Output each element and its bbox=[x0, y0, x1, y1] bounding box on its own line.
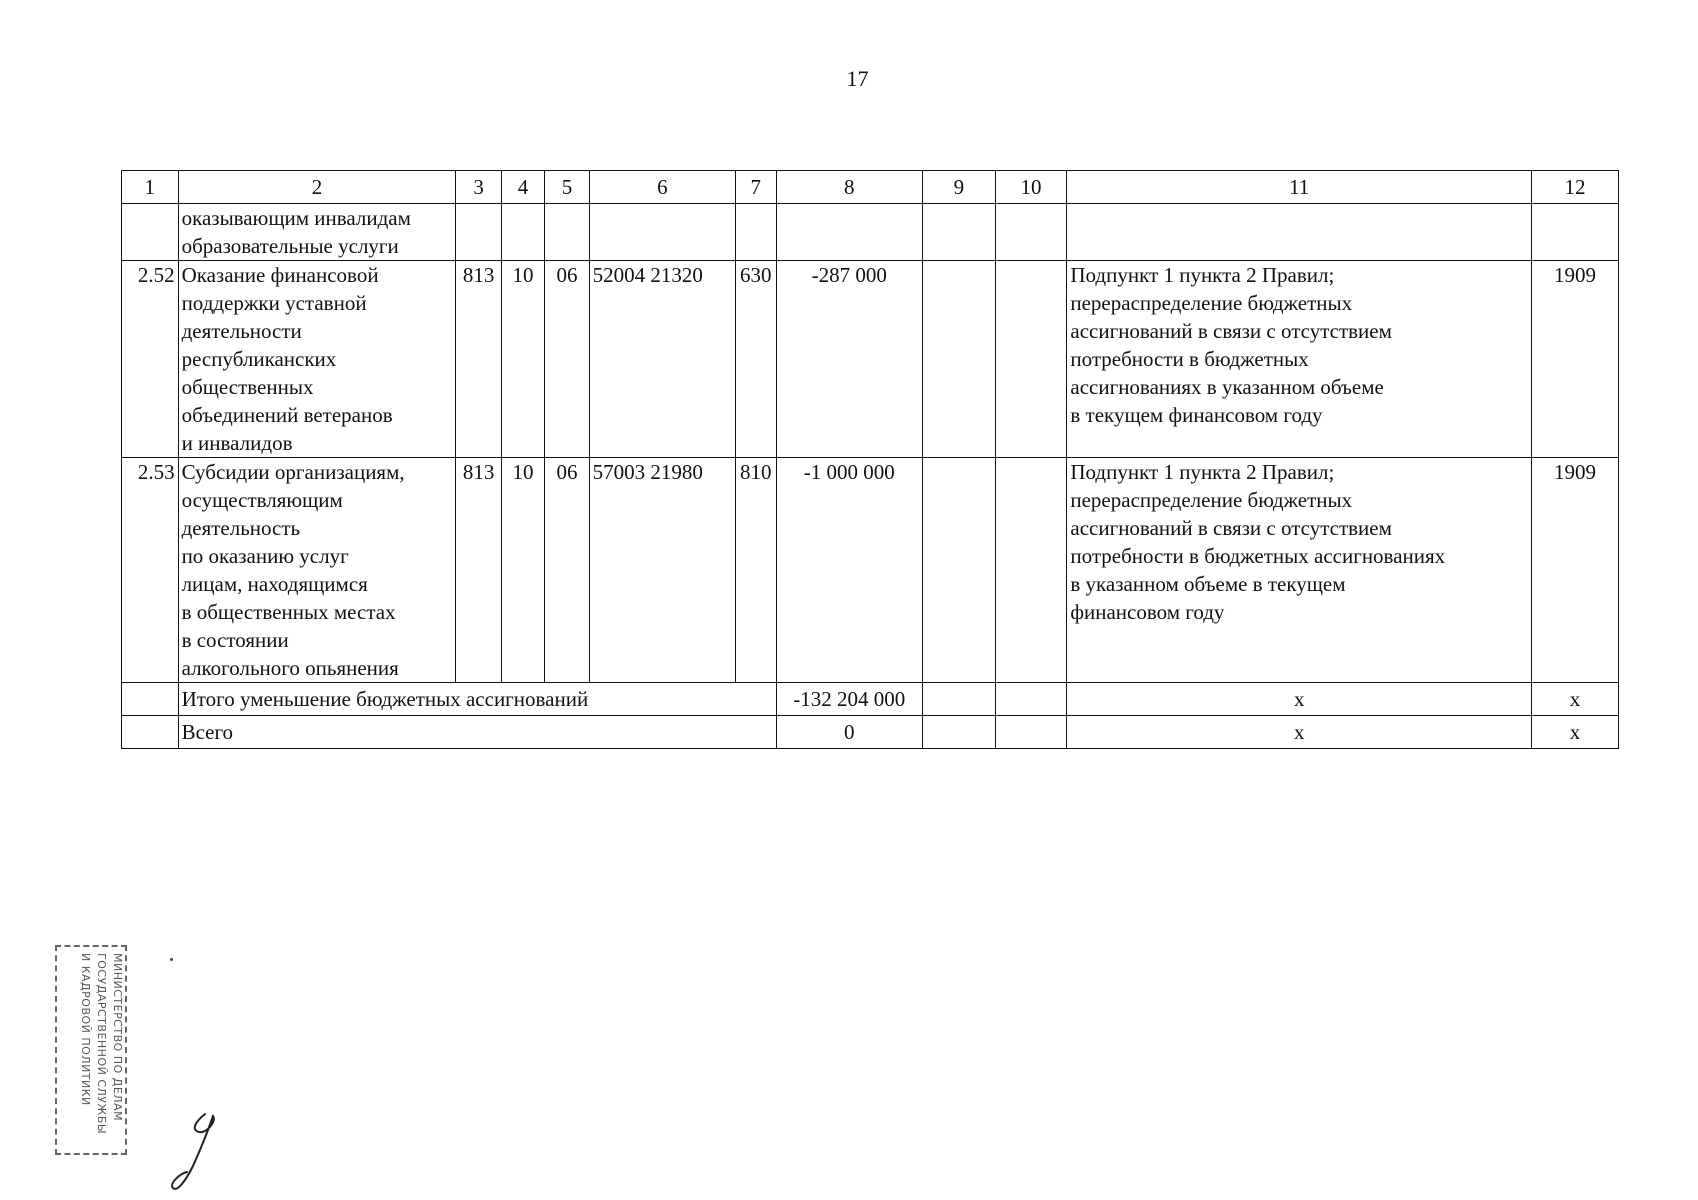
column-header: 2 bbox=[178, 171, 456, 204]
column-header: 11 bbox=[1067, 171, 1532, 204]
column-header: 12 bbox=[1532, 171, 1619, 204]
column-header: 1 bbox=[122, 171, 179, 204]
target-article-code: 52004 21320 bbox=[589, 261, 735, 458]
basis-text: Подпункт 1 пункта 2 Правил; перераспределение бюджетных ассигнований в связи с отсутствием потребности в бюджетных ассигнованиях в указанном объеме в текущем финансовом году bbox=[1067, 458, 1532, 683]
column-header: 4 bbox=[501, 171, 544, 204]
stamp-line: И КАДРОВОЙ ПОЛИТИКИ bbox=[79, 953, 92, 1106]
empty-cell bbox=[122, 716, 179, 749]
subsection-code: 06 bbox=[545, 458, 589, 683]
expense-type-code: 630 bbox=[736, 261, 776, 458]
table-row bbox=[122, 204, 1619, 261]
total-label: Итого уменьшение бюджетных ассигнований bbox=[178, 683, 776, 716]
amount: -1 000 000 bbox=[776, 458, 922, 683]
column-12-code: 1909 bbox=[1532, 458, 1619, 683]
column-9-value bbox=[922, 716, 995, 749]
column-10-value bbox=[995, 683, 1067, 716]
basis-text bbox=[1067, 204, 1532, 261]
amount: -287 000 bbox=[776, 261, 922, 458]
registration-stamp bbox=[55, 945, 127, 1155]
total-amount: 0 bbox=[776, 716, 922, 749]
total-label: Всего bbox=[178, 716, 776, 749]
column-header: 6 bbox=[589, 171, 735, 204]
row-name: Оказание финансовой поддержки уставной деятельности республиканских общественных объединений ветеранов и инвалидов bbox=[178, 261, 456, 458]
section-code: 10 bbox=[501, 458, 544, 683]
column-header: 3 bbox=[456, 171, 501, 204]
basis-mark: х bbox=[1067, 683, 1532, 716]
section-code: 10 bbox=[501, 261, 544, 458]
expense-type-code bbox=[736, 204, 776, 261]
row-number: 2.52 bbox=[122, 261, 179, 458]
basis-mark: х bbox=[1067, 716, 1532, 749]
column-header: 5 bbox=[545, 171, 589, 204]
column-12-mark: х bbox=[1532, 683, 1619, 716]
total-decrease-row bbox=[122, 683, 1619, 716]
column-9-value bbox=[922, 261, 995, 458]
column-10-value bbox=[995, 204, 1067, 261]
column-header: 10 bbox=[995, 171, 1067, 204]
ministry-code: 813 bbox=[456, 261, 501, 458]
stamp-text bbox=[57, 947, 129, 1157]
budget-allocation-table bbox=[121, 170, 1619, 749]
section-code bbox=[501, 204, 544, 261]
scan-speck bbox=[170, 958, 173, 961]
row-number bbox=[122, 204, 179, 261]
ministry-code bbox=[456, 204, 501, 261]
target-article-code bbox=[589, 204, 735, 261]
basis-text: Подпункт 1 пункта 2 Правил; перераспределение бюджетных ассигнований в связи с отсутствием потребности в бюджетных ассигнованиях в указанном объеме в текущем финансовом году bbox=[1067, 261, 1532, 458]
subsection-code: 06 bbox=[545, 261, 589, 458]
amount bbox=[776, 204, 922, 261]
grand-total-row bbox=[122, 716, 1619, 749]
handwritten-signature bbox=[165, 1108, 245, 1198]
ministry-code: 813 bbox=[456, 458, 501, 683]
subsection-code bbox=[545, 204, 589, 261]
total-amount: -132 204 000 bbox=[776, 683, 922, 716]
column-10-value bbox=[995, 261, 1067, 458]
column-10-value bbox=[995, 716, 1067, 749]
row-number: 2.53 bbox=[122, 458, 179, 683]
column-9-value bbox=[922, 204, 995, 261]
empty-cell bbox=[122, 683, 179, 716]
table-row bbox=[122, 458, 1619, 683]
row-name: оказывающим инвалидам образовательные услуги bbox=[178, 204, 456, 261]
column-header: 9 bbox=[922, 171, 995, 204]
expense-type-code: 810 bbox=[736, 458, 776, 683]
column-9-value bbox=[922, 458, 995, 683]
column-header: 7 bbox=[736, 171, 776, 204]
row-name: Субсидии организациям, осуществляющим деятельность по оказанию услуг лицам, находящимся в общественных местах в состоянии алкогольного опьянения bbox=[178, 458, 456, 683]
stamp-line: МИНИСТЕРСТВО ПО ДЕЛАМ bbox=[111, 953, 124, 1122]
table-row bbox=[122, 261, 1619, 458]
column-number-header-row bbox=[122, 171, 1619, 204]
column-9-value bbox=[922, 683, 995, 716]
column-12-code bbox=[1532, 204, 1619, 261]
column-12-mark: х bbox=[1532, 716, 1619, 749]
column-10-value bbox=[995, 458, 1067, 683]
stamp-line: ГОСУДАРСТВЕННОЙ СЛУЖБЫ bbox=[95, 953, 108, 1135]
column-header: 8 bbox=[776, 171, 922, 204]
target-article-code: 57003 21980 bbox=[589, 458, 735, 683]
column-12-code: 1909 bbox=[1532, 261, 1619, 458]
page-number: 17 bbox=[846, 66, 869, 91]
